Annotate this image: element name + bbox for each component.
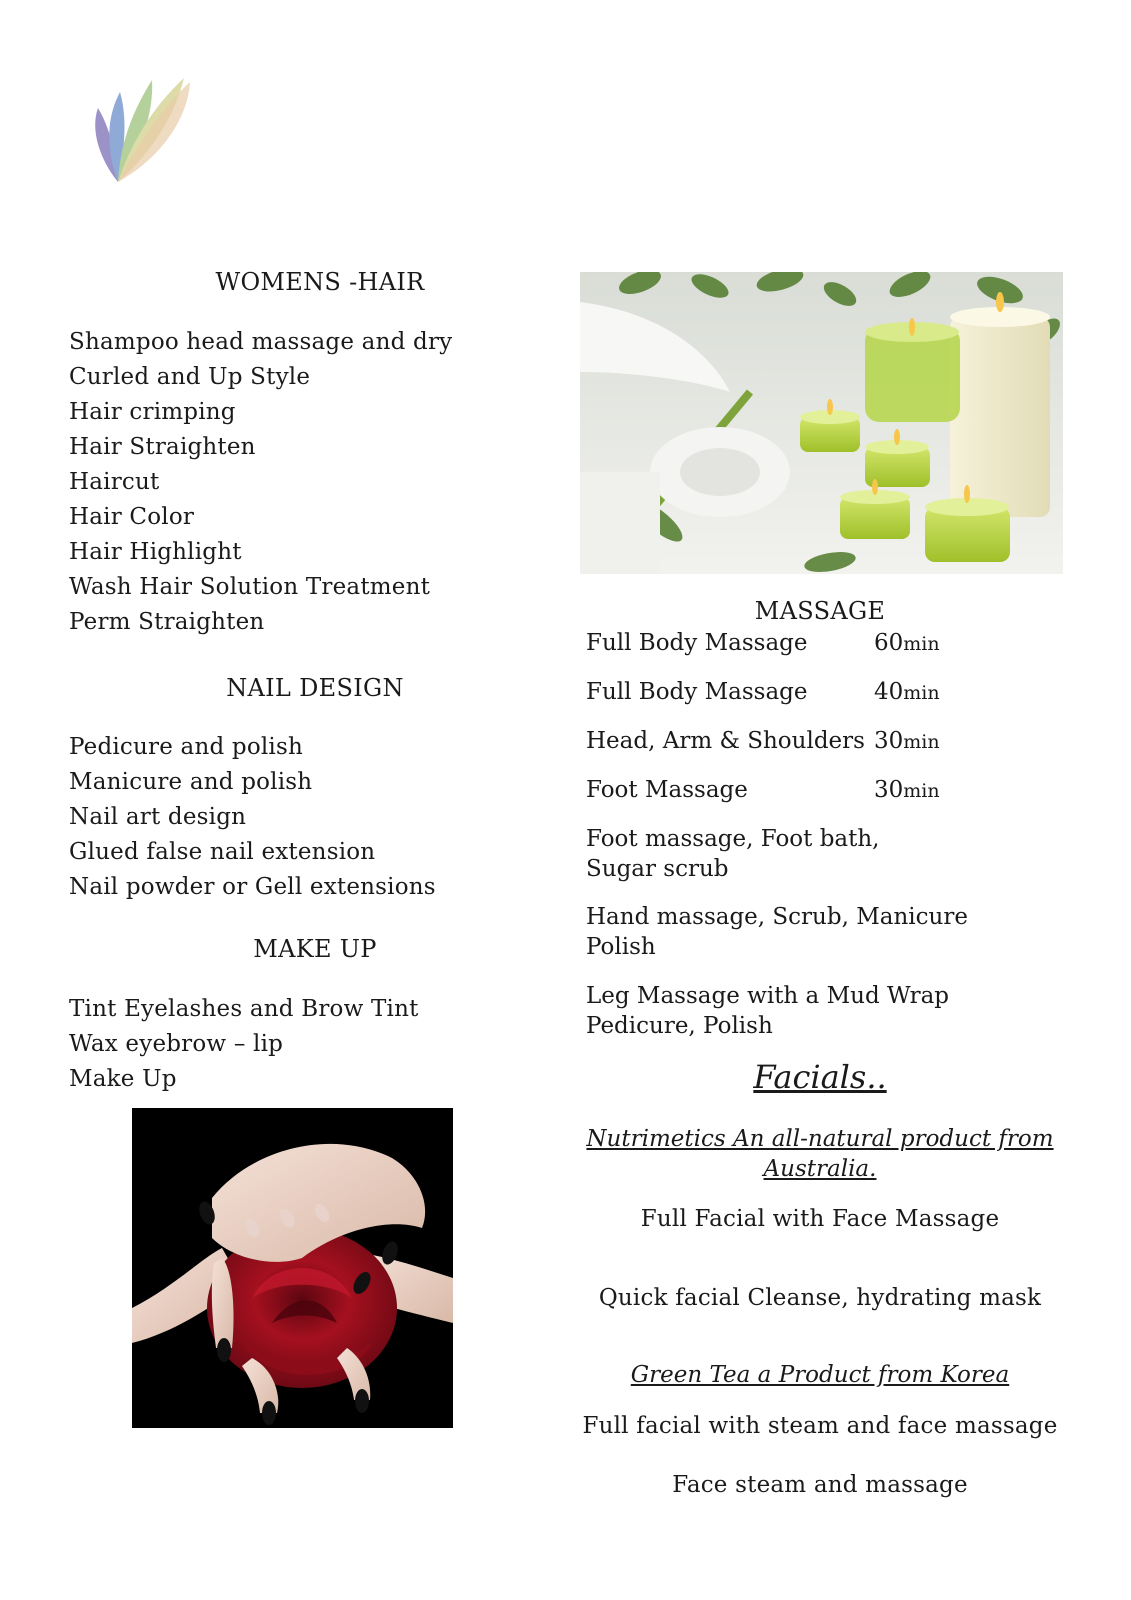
package-line: Hand massage, Scrub, Manicure (586, 904, 968, 930)
leaf-logo-icon (70, 70, 200, 190)
brand-nutrimetics (575, 1124, 1065, 1184)
list-item: Tint Eyelashes and Brow Tint (69, 996, 419, 1022)
nail-list (69, 730, 436, 905)
brand-line: Nutrimetics An all-natural product from (586, 1126, 1054, 1152)
list-item: Manicure and polish (69, 769, 313, 795)
hair-heading: WOMENS -HAIR (215, 268, 425, 296)
facials-heading: Facials.. (753, 1058, 887, 1096)
massage-row (586, 628, 986, 658)
list-item: Make Up (69, 1066, 177, 1092)
massage-heading: MASSAGE (754, 597, 886, 625)
massage-name: Head, Arm & Shoulders (586, 728, 865, 754)
manicured-hands-rose-image (132, 1108, 453, 1428)
massage-package (586, 981, 986, 1041)
makeup-list (69, 992, 419, 1097)
package-line: Sugar scrub (586, 856, 729, 882)
facial-item: Full facial with steam and face massage (582, 1413, 1058, 1439)
massage-duration: 40min (874, 679, 940, 705)
massage-name: Foot Massage (586, 777, 748, 803)
brand-line: Australia. (763, 1156, 877, 1182)
list-item: Haircut (69, 469, 160, 495)
list-item: Hair Color (69, 504, 195, 530)
list-item: Curled and Up Style (69, 364, 311, 390)
list-item: Nail art design (69, 804, 247, 830)
package-line: Leg Massage with a Mud Wrap (586, 983, 950, 1009)
nail-heading: NAIL DESIGN (226, 674, 404, 702)
nails-rose-photo (132, 1108, 453, 1428)
brand-green-tea: Green Tea a Product from Korea (630, 1362, 1010, 1388)
makeup-heading: MAKE UP (253, 935, 377, 963)
massage-package (586, 824, 986, 884)
facial-item: Full Facial with Face Massage (640, 1206, 1000, 1232)
list-item: Hair Straighten (69, 434, 256, 460)
massage-row (586, 775, 986, 805)
massage-name: Full Body Massage (586, 630, 808, 656)
massage-row (586, 677, 986, 707)
list-item: Nail powder or Gell extensions (69, 874, 436, 900)
massage-package (586, 902, 986, 962)
massage-duration: 30min (874, 728, 940, 754)
package-line: Foot massage, Foot bath, (586, 826, 880, 852)
massage-duration: 60min (874, 630, 940, 656)
logo (70, 70, 200, 190)
package-line: Pedicure, Polish (586, 1013, 773, 1039)
list-item: Perm Straighten (69, 609, 265, 635)
list-item: Hair Highlight (69, 539, 242, 565)
facial-item: Face steam and massage (672, 1472, 968, 1498)
list-item: Wax eyebrow – lip (69, 1031, 284, 1057)
list-item: Glued false nail extension (69, 839, 376, 865)
massage-name: Full Body Massage (586, 679, 808, 705)
candles-towels-image (580, 272, 1063, 574)
massage-duration: 30min (874, 777, 940, 803)
hair-list (69, 325, 452, 640)
list-item: Hair crimping (69, 399, 236, 425)
list-item: Wash Hair Solution Treatment (69, 574, 431, 600)
list-item: Shampoo head massage and dry (69, 329, 453, 355)
package-line: Polish (586, 934, 656, 960)
massage-row (586, 726, 986, 756)
spa-candles-photo (580, 272, 1063, 574)
list-item: Pedicure and polish (69, 734, 304, 760)
facial-item: Quick facial Cleanse, hydrating mask (598, 1285, 1042, 1311)
